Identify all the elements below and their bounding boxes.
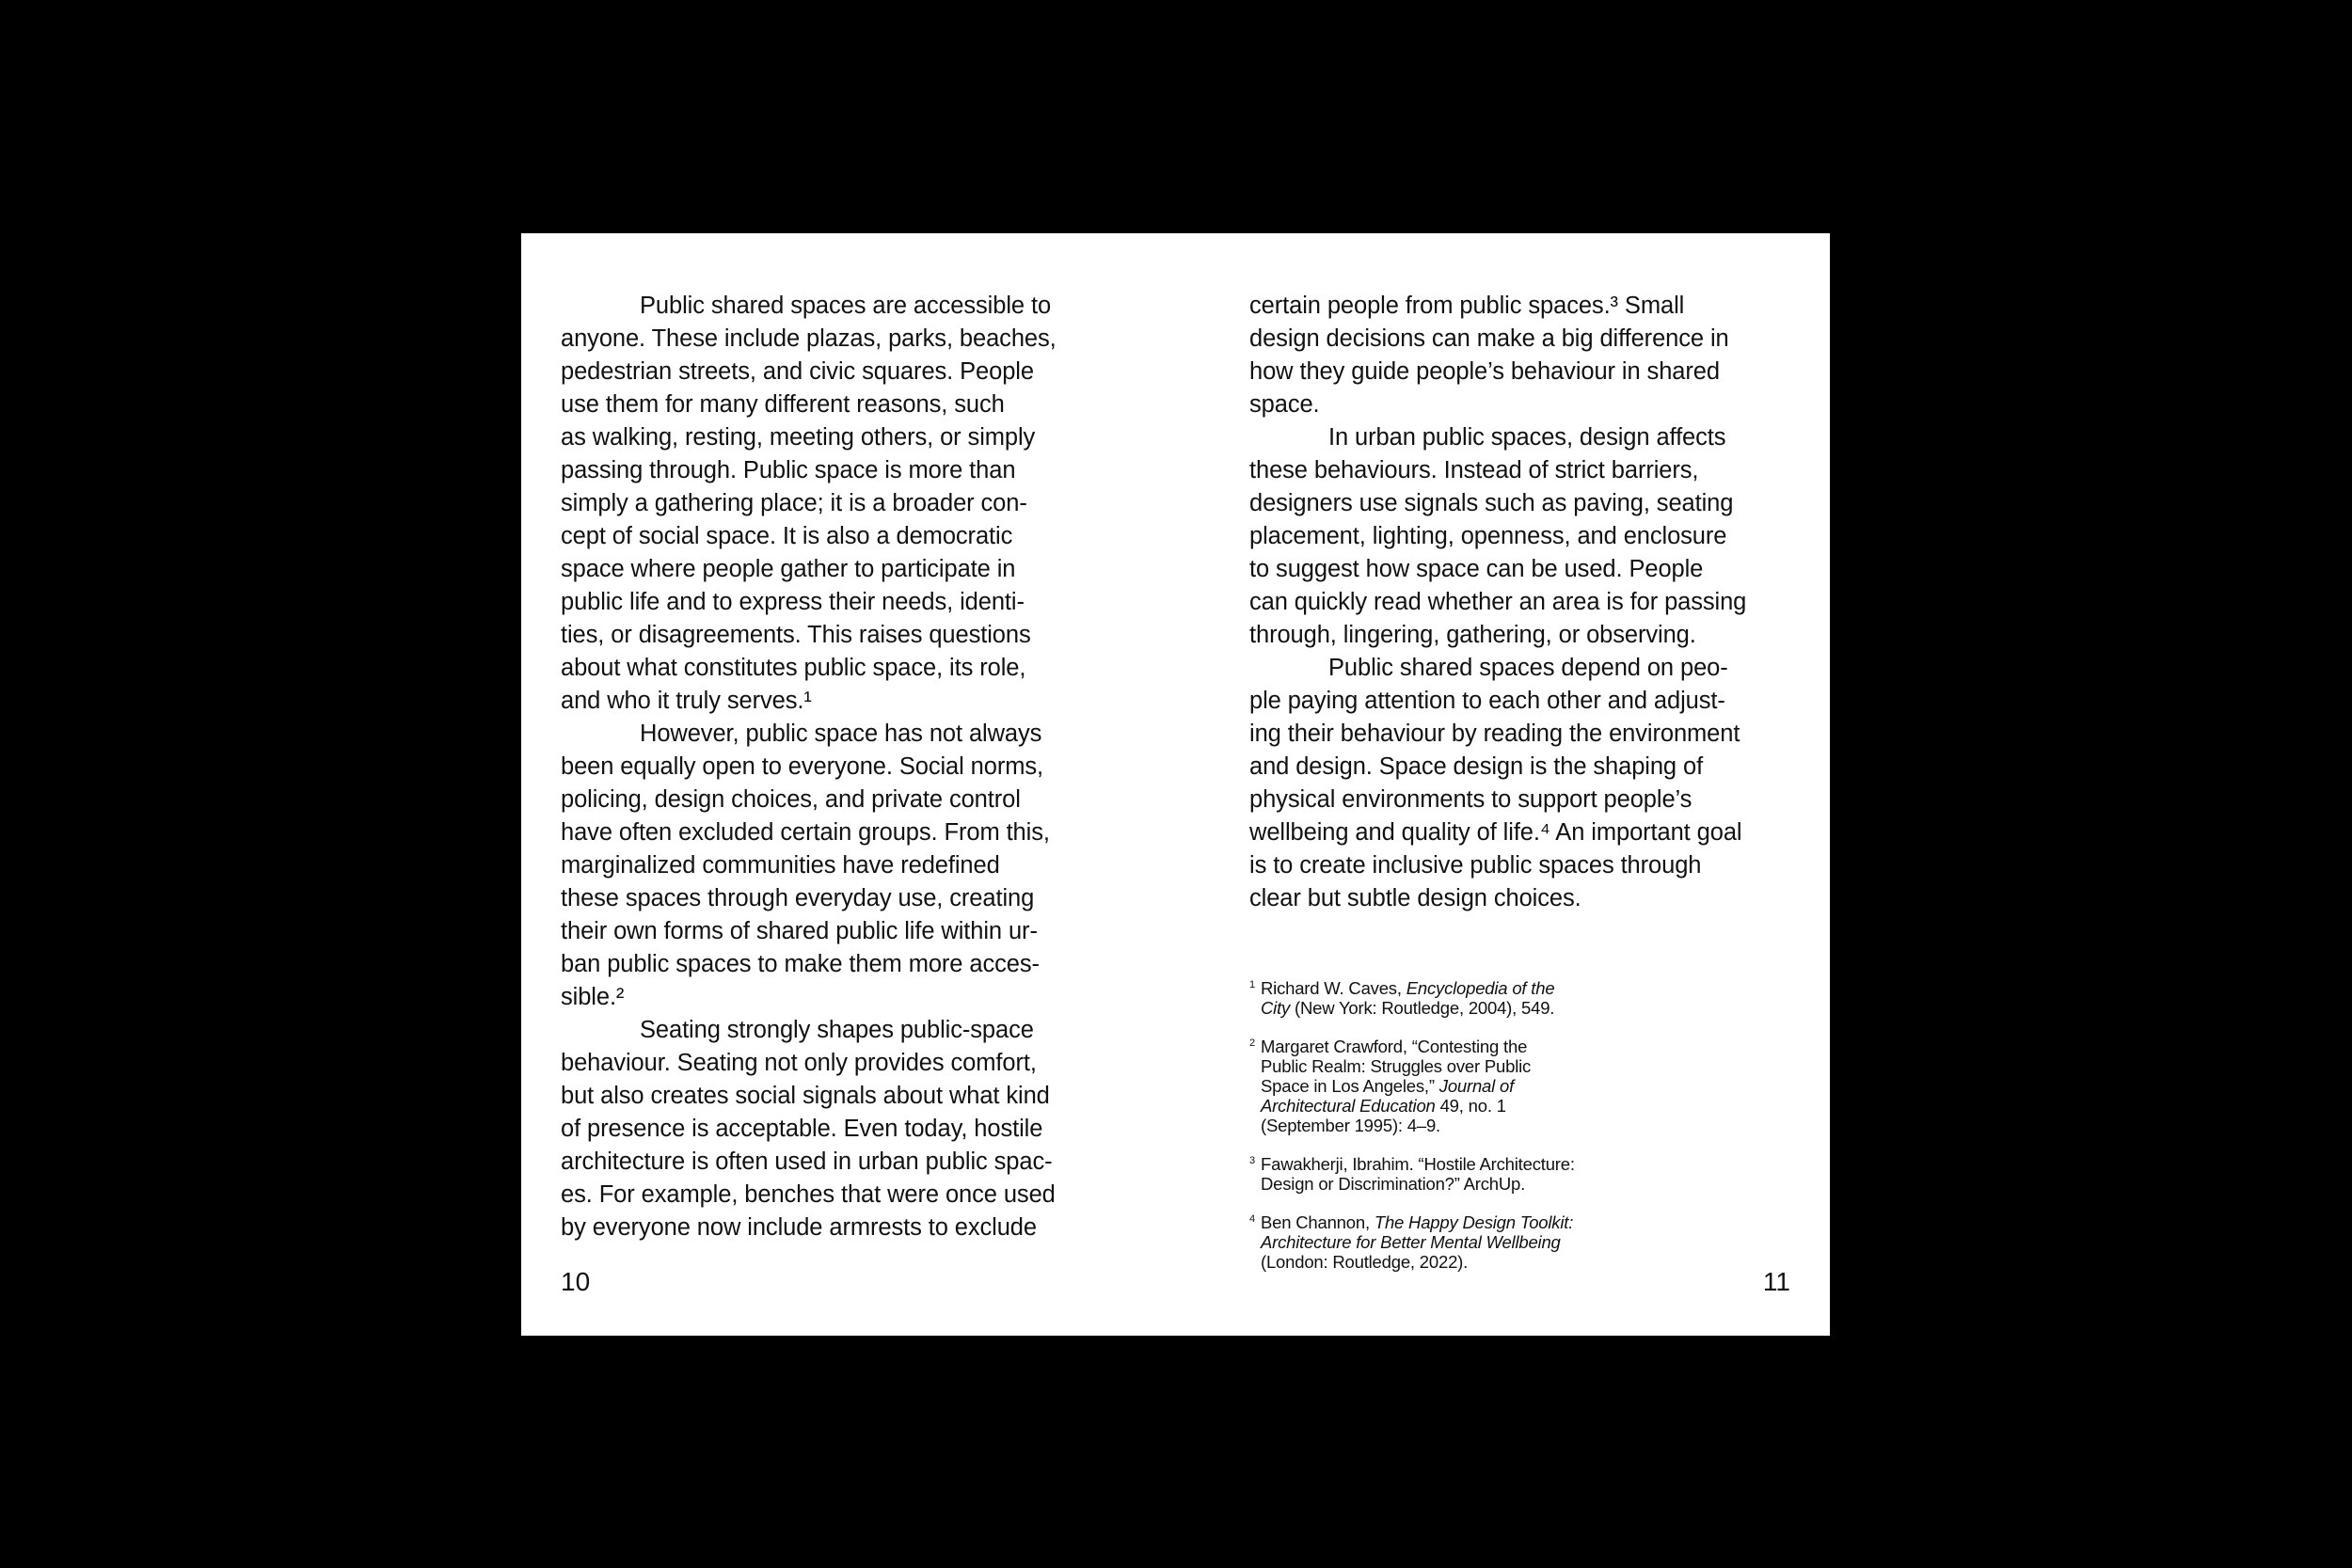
footnote-title-text: The Happy Design Toolkit: (1374, 1212, 1574, 1232)
body-text-line: through, lingering, gathering, or observing. (1249, 622, 1696, 648)
body-text-line: cept of social space. It is also a democratic (561, 523, 1013, 549)
footnote-line (1261, 1037, 1645, 1056)
body-text-line: anyone. These include plazas, parks, beaches, (561, 325, 1057, 352)
footnote-text: Fawakherji, Ibrahim. “Hostile Architecture: (1261, 1154, 1575, 1174)
footnote-text: Design or Discrimination?” ArchUp. (1261, 1174, 1526, 1194)
body-text-line: of presence is acceptable. Even today, hostile (561, 1116, 1043, 1142)
footnote-line (1261, 1096, 1645, 1116)
body-text-line: es. For example, benches that were once used (561, 1181, 1056, 1208)
footnote-text: Margaret Crawford, “Contesting the (1261, 1037, 1528, 1056)
footnote-line (1261, 1252, 1645, 1272)
page-number-right: 11 (1762, 1267, 1790, 1296)
footnote-text: (New York: Routledge, 2004), 549. (1290, 998, 1555, 1018)
body-text-line: these spaces through everyday use, creating (561, 885, 1035, 911)
footnote-3 (1249, 1154, 1645, 1194)
body-text-line: Seating strongly shapes public-space (640, 1017, 1034, 1043)
body-text-line: space where people gather to participate in (561, 556, 1016, 582)
right-page (1175, 233, 1830, 1336)
footnote-line (1261, 998, 1645, 1018)
body-text-line: but also creates social signals about what kind (561, 1083, 1050, 1109)
footnote-line (1261, 1174, 1645, 1194)
body-text-line: design decisions can make a big difference in (1249, 325, 1729, 352)
page-number-left: 10 (561, 1267, 591, 1296)
body-text-line: clear but subtle design choices. (1249, 885, 1581, 911)
footnote-text: Richard W. Caves, (1261, 978, 1406, 998)
footnote-line (1261, 1116, 1645, 1135)
body-text-line: sible.² (561, 984, 625, 1010)
footnote-line (1261, 1232, 1645, 1252)
body-text-line: architecture is often used in urban public spac- (561, 1148, 1053, 1175)
body-text-line: placement, lighting, openness, and enclosure (1249, 523, 1727, 549)
book-spread (521, 233, 1830, 1336)
footnote-number: 3 (1249, 1155, 1255, 1166)
footnotes (1249, 978, 1645, 1291)
body-text-line: policing, design choices, and private control (561, 786, 1021, 813)
body-text-line: However, public space has not always (640, 721, 1042, 747)
body-text-line: wellbeing and quality of life.⁴ An important goal (1249, 819, 1742, 846)
footnote-title-text: Encyclopedia of the (1406, 978, 1555, 998)
footnote-text: (London: Routledge, 2022). (1261, 1252, 1469, 1272)
body-text-line: ing their behaviour by reading the environment (1249, 721, 1740, 747)
footnote-number: 4 (1249, 1213, 1255, 1225)
body-text-line: behaviour. Seating not only provides comfort, (561, 1050, 1037, 1076)
body-text-line: is to create inclusive public spaces through (1249, 852, 1702, 879)
body-text-line: passing through. Public space is more than (561, 457, 1016, 483)
body-text-line: public life and to express their needs, identi- (561, 589, 1025, 615)
body-text-line: marginalized communities have redefined (561, 852, 1000, 879)
footnote-title-text: City (1261, 998, 1291, 1018)
body-text-line: simply a gathering place; it is a broader con- (561, 490, 1027, 516)
body-text-line: ple paying attention to each other and adjust- (1249, 688, 1725, 714)
footnote-number: 2 (1249, 1037, 1255, 1049)
body-text-line: been equally open to everyone. Social norms, (561, 753, 1044, 780)
footnote-text: (September 1995): 4–9. (1261, 1116, 1440, 1135)
body-text-line: Public shared spaces are accessible to (640, 293, 1052, 319)
body-text-line: certain people from public spaces.³ Small (1249, 293, 1685, 319)
footnote-4 (1249, 1212, 1645, 1272)
footnote-title-text: Architectural Education (1261, 1096, 1436, 1116)
body-text-line: as walking, resting, meeting others, or simply (561, 424, 1036, 451)
body-text-line: ban public spaces to make them more acces- (561, 951, 1040, 977)
body-text-line: In urban public spaces, design affects (1328, 424, 1726, 451)
body-text-line: designers use signals such as paving, seating (1249, 490, 1734, 516)
body-text-line: ties, or disagreements. This raises questions (561, 622, 1031, 648)
body-text-line: to suggest how space can be used. People (1249, 556, 1704, 582)
footnote-text: Space in Los Angeles,” (1261, 1076, 1439, 1096)
body-text-line: and who it truly serves.¹ (561, 688, 812, 714)
right-body-text (1249, 290, 1776, 915)
body-text-line: by everyone now include armrests to exclude (561, 1214, 1037, 1241)
body-text-line: their own forms of shared public life within ur- (561, 918, 1038, 944)
body-text-line: have often excluded certain groups. From this, (561, 819, 1050, 846)
footnote-line (1261, 1212, 1645, 1232)
body-text-line: space. (1249, 391, 1320, 418)
footnote-line (1261, 1056, 1645, 1076)
body-text-line: about what constitutes public space, its role, (561, 655, 1026, 681)
footnote-line (1261, 1076, 1645, 1096)
left-page (521, 233, 1175, 1336)
footnote-1 (1249, 978, 1645, 1018)
footnote-number: 1 (1249, 979, 1255, 990)
footnote-title-text: Journal of (1438, 1076, 1515, 1096)
footnote-line (1261, 978, 1645, 998)
footnote-text: 49, no. 1 (1435, 1096, 1506, 1116)
body-text-line: how they guide people’s behaviour in shared (1249, 358, 1720, 385)
body-text-line: physical environments to support people’s (1249, 786, 1692, 813)
body-text-line: can quickly read whether an area is for passing (1249, 589, 1747, 615)
body-text-line: pedestrian streets, and civic squares. People (561, 358, 1034, 385)
footnote-line (1261, 1154, 1645, 1174)
footnote-title-text: Architecture for Better Mental Wellbeing (1261, 1232, 1561, 1252)
footnote-2 (1249, 1037, 1645, 1135)
left-body-text (561, 290, 1078, 1244)
body-text-line: Public shared spaces depend on peo- (1328, 655, 1728, 681)
footnote-text: Public Realm: Struggles over Public (1261, 1056, 1532, 1076)
body-text-line: and design. Space design is the shaping of (1249, 753, 1704, 780)
body-text-line: these behaviours. Instead of strict barriers, (1249, 457, 1699, 483)
body-text-line: use them for many different reasons, such (561, 391, 1005, 418)
footnote-text: Ben Channon, (1261, 1212, 1375, 1232)
